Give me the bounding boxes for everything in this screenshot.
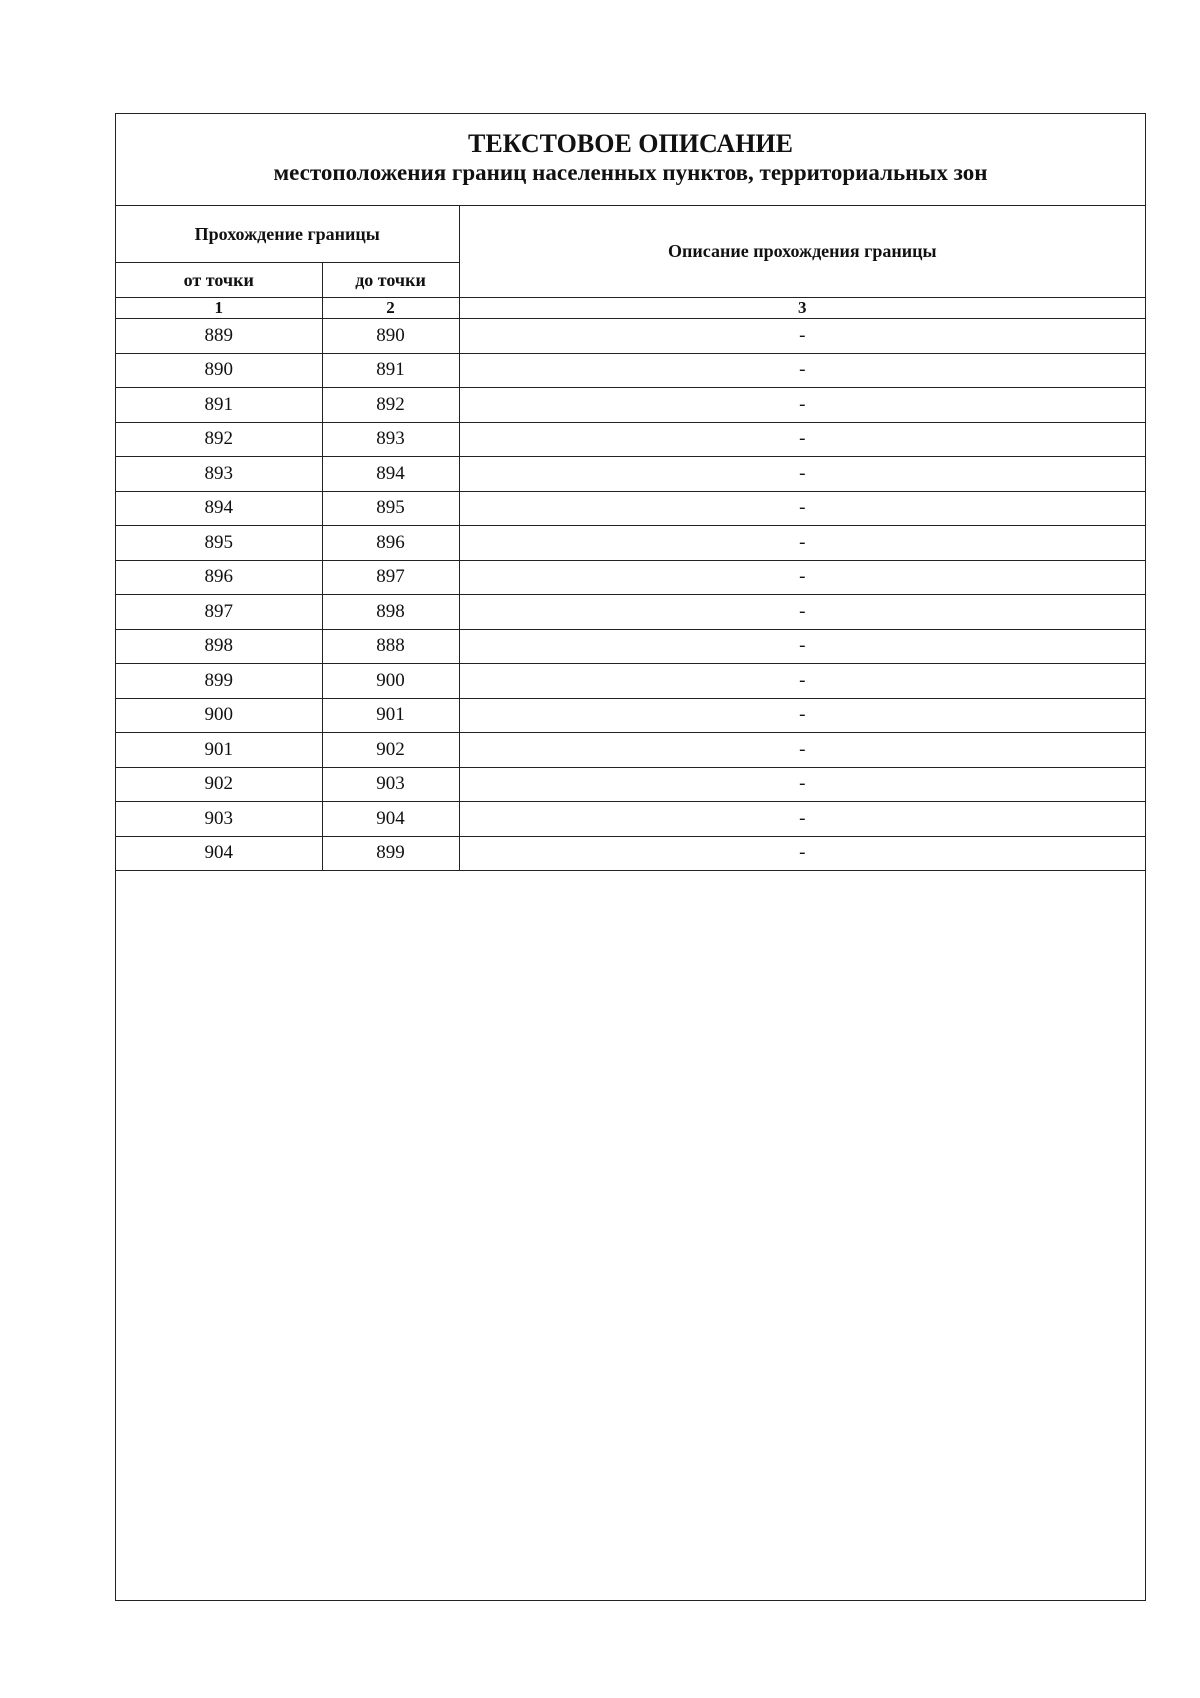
table-row [116,802,1145,837]
cell-from-point: 894 [116,491,322,526]
cell-from-point: 901 [116,733,322,768]
cell-to-point: 898 [322,595,459,630]
cell-from-point: 896 [116,560,322,595]
cell-from-point: 900 [116,698,322,733]
column-number-2: 2 [322,298,459,319]
table-row [116,457,1145,492]
table-row [116,353,1145,388]
cell-description: - [459,595,1145,630]
table-row [116,836,1145,871]
table-row [116,560,1145,595]
header-description: Описание прохождения границы [459,206,1145,298]
cell-description: - [459,836,1145,871]
cell-description: - [459,422,1145,457]
cell-to-point: 895 [322,491,459,526]
cell-to-point: 899 [322,836,459,871]
cell-description: - [459,664,1145,699]
cell-to-point: 890 [322,319,459,354]
cell-to-point: 894 [322,457,459,492]
title-block [116,114,1145,206]
cell-description: - [459,526,1145,561]
cell-description: - [459,457,1145,492]
cell-description: - [459,319,1145,354]
boundary-table [116,206,1145,871]
table-row [116,422,1145,457]
cell-to-point: 900 [322,664,459,699]
table-row [116,767,1145,802]
table-row [116,733,1145,768]
document-frame [115,113,1146,1601]
cell-description: - [459,733,1145,768]
column-number-1: 1 [116,298,322,319]
cell-description: - [459,353,1145,388]
cell-description: - [459,491,1145,526]
cell-from-point: 903 [116,802,322,837]
table-row [116,526,1145,561]
cell-description: - [459,388,1145,423]
cell-from-point: 890 [116,353,322,388]
cell-to-point: 903 [322,767,459,802]
table-row [116,698,1145,733]
cell-description: - [459,629,1145,664]
cell-from-point: 899 [116,664,322,699]
header-boundary-passage: Прохождение границы [116,206,459,263]
header-row-numbers [116,298,1145,319]
table-row [116,629,1145,664]
table-row [116,319,1145,354]
cell-from-point: 893 [116,457,322,492]
cell-from-point: 889 [116,319,322,354]
header-to-point: до точки [322,263,459,298]
cell-to-point: 902 [322,733,459,768]
header-row-top [116,206,1145,263]
document-subtitle: местоположения границ населенных пунктов, территориальных зон [273,160,988,185]
cell-from-point: 892 [116,422,322,457]
table-row [116,388,1145,423]
document-title: ТЕКСТОВОЕ ОПИСАНИЕ [467,129,793,158]
cell-to-point: 904 [322,802,459,837]
cell-description: - [459,560,1145,595]
cell-to-point: 897 [322,560,459,595]
table-row [116,595,1145,630]
cell-description: - [459,767,1145,802]
table-row [116,664,1145,699]
cell-from-point: 897 [116,595,322,630]
cell-from-point: 898 [116,629,322,664]
header-from-point: от точки [116,263,322,298]
table-row [116,491,1145,526]
cell-from-point: 904 [116,836,322,871]
column-number-3: 3 [459,298,1145,319]
cell-description: - [459,802,1145,837]
cell-from-point: 891 [116,388,322,423]
cell-to-point: 892 [322,388,459,423]
boundary-table-body [116,206,1145,871]
cell-to-point: 893 [322,422,459,457]
cell-to-point: 888 [322,629,459,664]
cell-from-point: 902 [116,767,322,802]
cell-description: - [459,698,1145,733]
cell-to-point: 901 [322,698,459,733]
cell-to-point: 891 [322,353,459,388]
cell-from-point: 895 [116,526,322,561]
cell-to-point: 896 [322,526,459,561]
